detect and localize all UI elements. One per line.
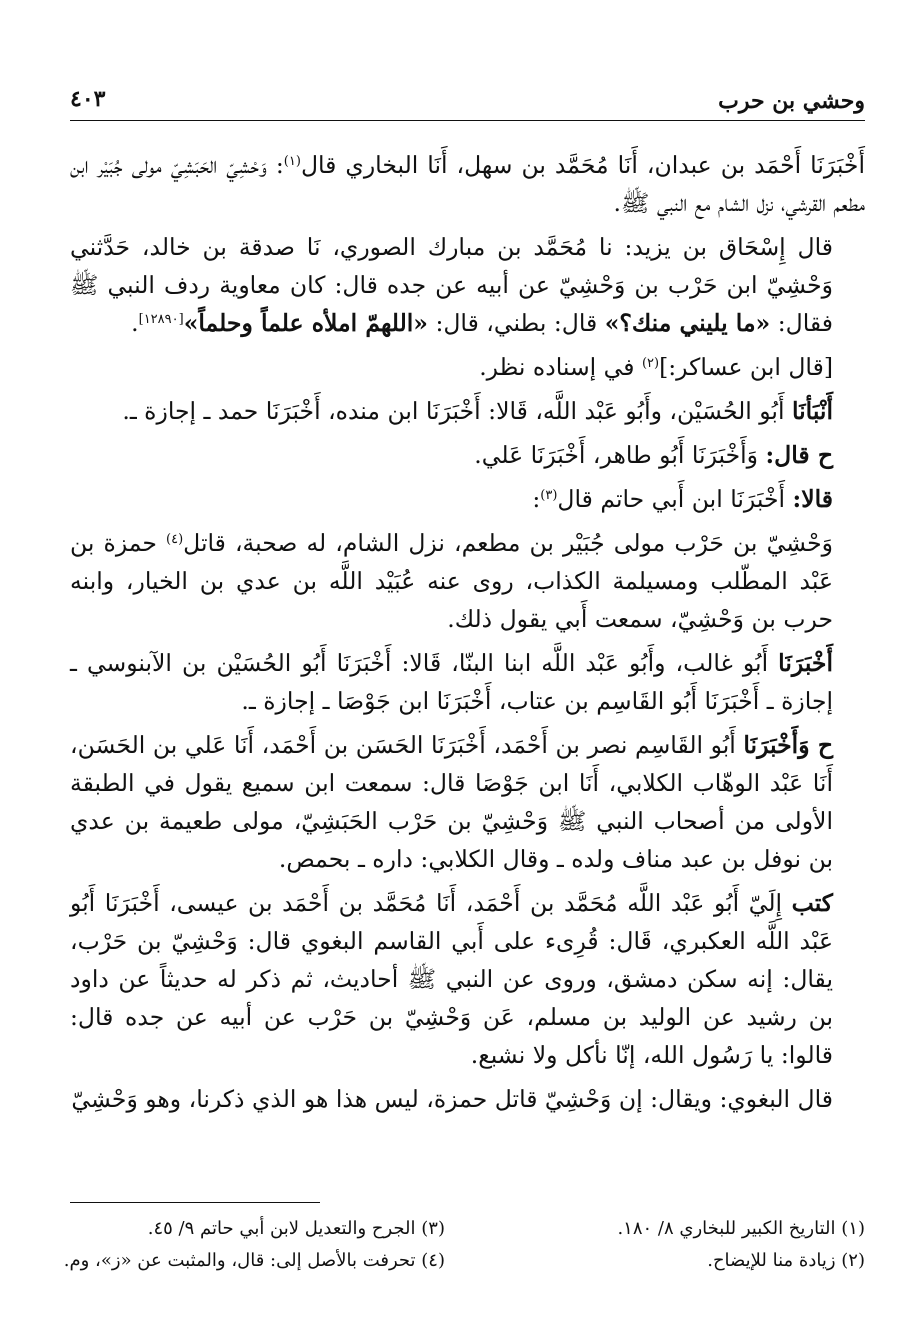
- footnote-1: [485, 1214, 865, 1244]
- paragraph: [70, 392, 865, 430]
- text-run: [قال ابن عساكر:]: [659, 353, 833, 381]
- text-run: :: [532, 485, 541, 513]
- bold-text: ح وَأَخْبَرَنَا: [743, 731, 833, 759]
- text-run: وَحْشِيّ بن حَرْب مولى جُبَيْر بن مطعم، نزل الشام، له صحبة، قاتل: [183, 529, 833, 557]
- text-run: قال إِسْحَاق بن يزيد: نا مُحَمَّد بن مبارك الصوري، نَا صدقة بن خالد، حَدَّثني وَحْشِيّ ابن حَرْب بن وَحْشِيّ عن أبيه عن جده قال: كان معاوية ردف النبي ﷺ فقال:: [70, 233, 833, 337]
- paragraph: [70, 884, 865, 1074]
- text-run: في إسناده نظر.: [479, 353, 642, 381]
- footnote-4: [65, 1246, 445, 1276]
- text-run: حمزة بن عَبْد المطّلب ومسيلمة الكذاب، روى عنه عُبَيْد اللَّه بن عدي بن الخيار، وابنه حرب بن وَحْشِيّ، سمعت أَبي يقول ذلك.: [70, 529, 833, 633]
- bold-text: قالا:: [792, 485, 833, 513]
- paragraph: [70, 644, 865, 720]
- bold-text: أَخْبَرَنَا: [778, 649, 833, 677]
- text-run: إِلَيّ أَبُو عَبْد اللَّه مُحَمَّد بن أَحْمَد، أَنَا مُحَمَّد بن أَحْمَد بن عيسى، أَخْبَرَنَا أَبُو عَبْد اللَّه العكبري، قَال: قُرِىء على أَبي القاسم البغوي قال: وَحْشِيّ بن حَرْب، يقال: إنه سكن دمشق، وروى عن النبي ﷺ أحاديث، ثم ذكر له حديثاً عن داود بن رشيد عن الوليد بن مسلم، عَن وَحْشِيّ بن حَرْب عن أبيه عن جده قال: قالوا: يا رَسُول الله، إنّا نأكل ولا نشبع.: [70, 889, 833, 1069]
- footnote-separator: [70, 1202, 320, 1203]
- footnote-2: [485, 1246, 865, 1276]
- book-page: [63, 80, 865, 1320]
- footnote-text: التاريخ الكبير للبخاري ٨/ ١٨٠.: [617, 1218, 836, 1239]
- bold-text: ح قال:: [765, 441, 833, 469]
- text-run: وَأَخْبَرَنَا أَبُو طاهر، أَخْبَرَنَا عَلي.: [474, 441, 766, 469]
- text-run: .: [131, 309, 139, 337]
- page-number: ٤٠٣: [70, 86, 106, 112]
- paragraph: [70, 228, 865, 342]
- paragraph: [70, 524, 865, 638]
- text-run: أَبُو القَاسِم نصر بن أَحْمَد، أَخْبَرَنَا الحَسَن بن أَحْمَد، أَنَا عَلي بن الحَسَن، أَنَا عَبْد الوهّاب الكلابي، أَنَا ابن جَوْصَا قال: سمعت ابن سميع يقول في الطبقة الأولى من أصحاب النبي ﷺ وَحْشِيّ بن حَرْب الحَبَشِيّ، مولى طعيمة بن عدي بن نوفل بن عبد مناف ولده ـ وقال الكلابي: داره ـ بحمص.: [70, 731, 833, 873]
- text-run: أَخْبَرَنَا أَحْمَد بن عبدان، أَنَا مُحَمَّد بن سهل، أَنَا البخاري قال: [300, 151, 865, 179]
- footnote-text: زيادة منا للإيضاح.: [707, 1250, 836, 1271]
- bold-text: «اللهمّ املأه علماً وحلماً»: [183, 309, 428, 337]
- footnote-text: تحرفت بالأصل إلى: قال، والمثبت عن «ز»، وم.: [63, 1250, 416, 1271]
- bold-text: أَنْبَأنَا: [791, 397, 833, 425]
- paragraph: [70, 146, 865, 222]
- text-run: قال: بطني، قال:: [427, 309, 605, 337]
- text-run: أَبُو الحُسَيْن، وأَبُو عَبْد اللَّه، قَالا: أَخْبَرَنَا ابن منده، أَخْبَرَنَا حمد ـ إجازة ـ.: [122, 397, 792, 425]
- footnote-ref: (٤): [166, 532, 184, 547]
- text-run: قال البغوي: ويقال: إن وَحْشِيّ قاتل حمزة، ليس هذا هو الذي ذكرنا، وهو وَحْشِيّ: [71, 1085, 833, 1113]
- text-run: : وَحْشِيّ الحَبَشِيّ مولى جُبَيْر ابن مطعم القرشي، نزل الشام مع النبي ﷺ.: [70, 151, 865, 217]
- main-text: [70, 146, 865, 1124]
- footnote-text: الجرح والتعديل لابن أبي حاتم ٩/ ٤٥.: [147, 1218, 416, 1239]
- running-header: [70, 80, 865, 121]
- footnote-ref: (١): [283, 154, 301, 169]
- running-title: وحشي بن حرب: [718, 88, 865, 114]
- text-run: أَبُو غالب، وأَبُو عَبْد اللَّه ابنا البنّا، قَالا: أَخْبَرَنَا أَبُو الحُسَيْن بن الآبنوسي ـ إجازة ـ أَخْبَرَنَا أَبُو القَاسِم بن عتاب، أَخْبَرَنَا ابن جَوْصَا ـ إجازة ـ.: [70, 649, 833, 715]
- bold-text: «ما يليني منك؟»: [604, 309, 771, 337]
- paragraph: [70, 436, 865, 474]
- footnote-number: (١): [841, 1218, 865, 1239]
- footnote-ref: (٢): [641, 356, 660, 371]
- paragraph: [70, 348, 865, 386]
- paragraph: [70, 480, 865, 518]
- footnote-ref: [١٢٨٩٠]: [138, 312, 184, 327]
- footnote-ref: (٣): [540, 488, 558, 503]
- text-run: أَخْبَرَنَا ابن أَبي حاتم قال: [557, 485, 793, 513]
- paragraph: [70, 726, 865, 878]
- bold-text: كتب: [791, 889, 833, 917]
- footnote-number: (٣): [421, 1218, 445, 1239]
- footnote-number: (٤): [421, 1250, 445, 1271]
- paragraph: [70, 1080, 865, 1118]
- footnote-number: (٢): [841, 1250, 865, 1271]
- footnote-3: [65, 1214, 445, 1244]
